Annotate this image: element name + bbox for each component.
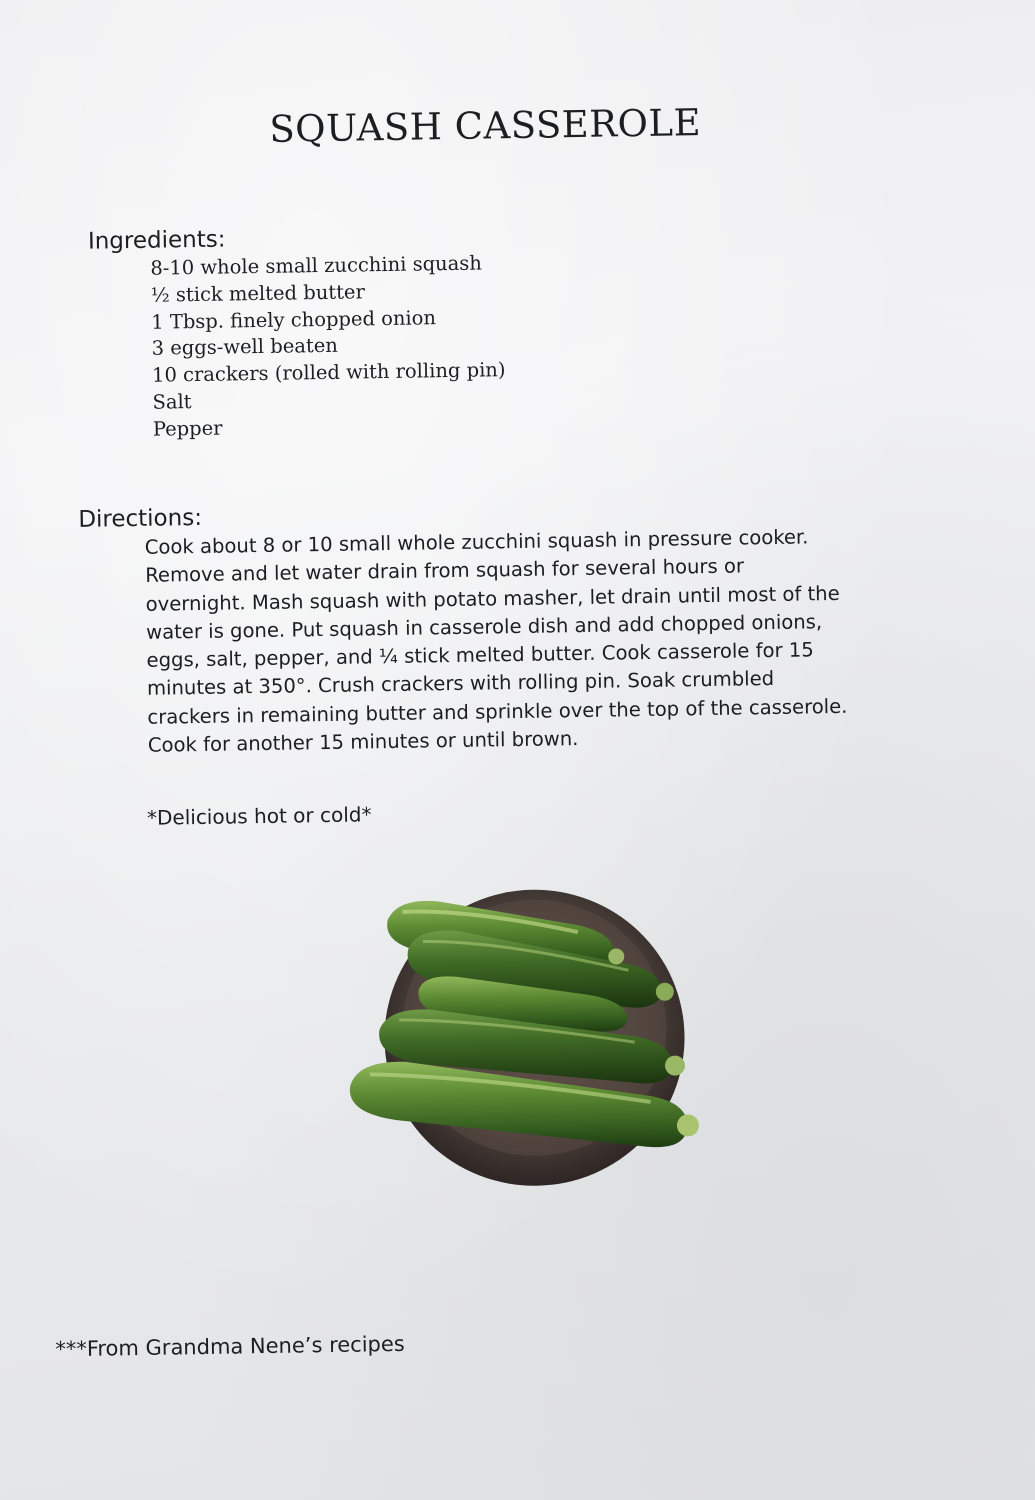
directions-text (145, 521, 938, 760)
ingredient-item: Pepper (152, 416, 223, 441)
ingredients-list (150, 250, 506, 443)
zucchini-photo (327, 875, 702, 1191)
directions-line: Cook about 8 or 10 small whole zucchini squash in pressure cooker. (144, 525, 809, 559)
directions-line: Remove and let water drain from squash for several hours or (145, 554, 745, 588)
directions-line: eggs, salt, pepper, and ¼ stick melted butter. Cook casserole for 15 (146, 638, 814, 673)
ingredient-item: 10 crackers (rolled with rolling pin) (151, 358, 506, 387)
directions-line: minutes at 350°. Crush crackers with rolling pin. Soak crumbled (146, 667, 775, 701)
directions-line: water is gone. Put squash in casserole dish and add chopped onions, (145, 610, 823, 644)
directions-line: overnight. Mash squash with potato masher, let drain until most of the (145, 581, 840, 616)
directions-heading: Directions: (78, 504, 203, 533)
recipe-source: ***From Grandma Nene’s recipes (55, 1331, 405, 1362)
ingredients-heading: Ingredients: (87, 226, 226, 255)
ingredient-item: Salt (152, 390, 192, 414)
directions-line: Cook for another 15 minutes or until brown. (147, 727, 579, 757)
ingredient-item: 8-10 whole small zucchini squash (150, 251, 483, 280)
recipe-title: SQUASH CASSEROLE (269, 101, 702, 151)
serving-note: *Delicious hot or cold* (146, 802, 372, 830)
ingredient-item: 3 eggs-well beaten (151, 334, 339, 361)
ingredient-item: 1 Tbsp. finely chopped onion (151, 305, 437, 334)
directions-line: crackers in remaining butter and sprinkle over the top of the casserole. (147, 694, 848, 729)
ingredient-item: ½ stick melted butter (150, 280, 365, 307)
